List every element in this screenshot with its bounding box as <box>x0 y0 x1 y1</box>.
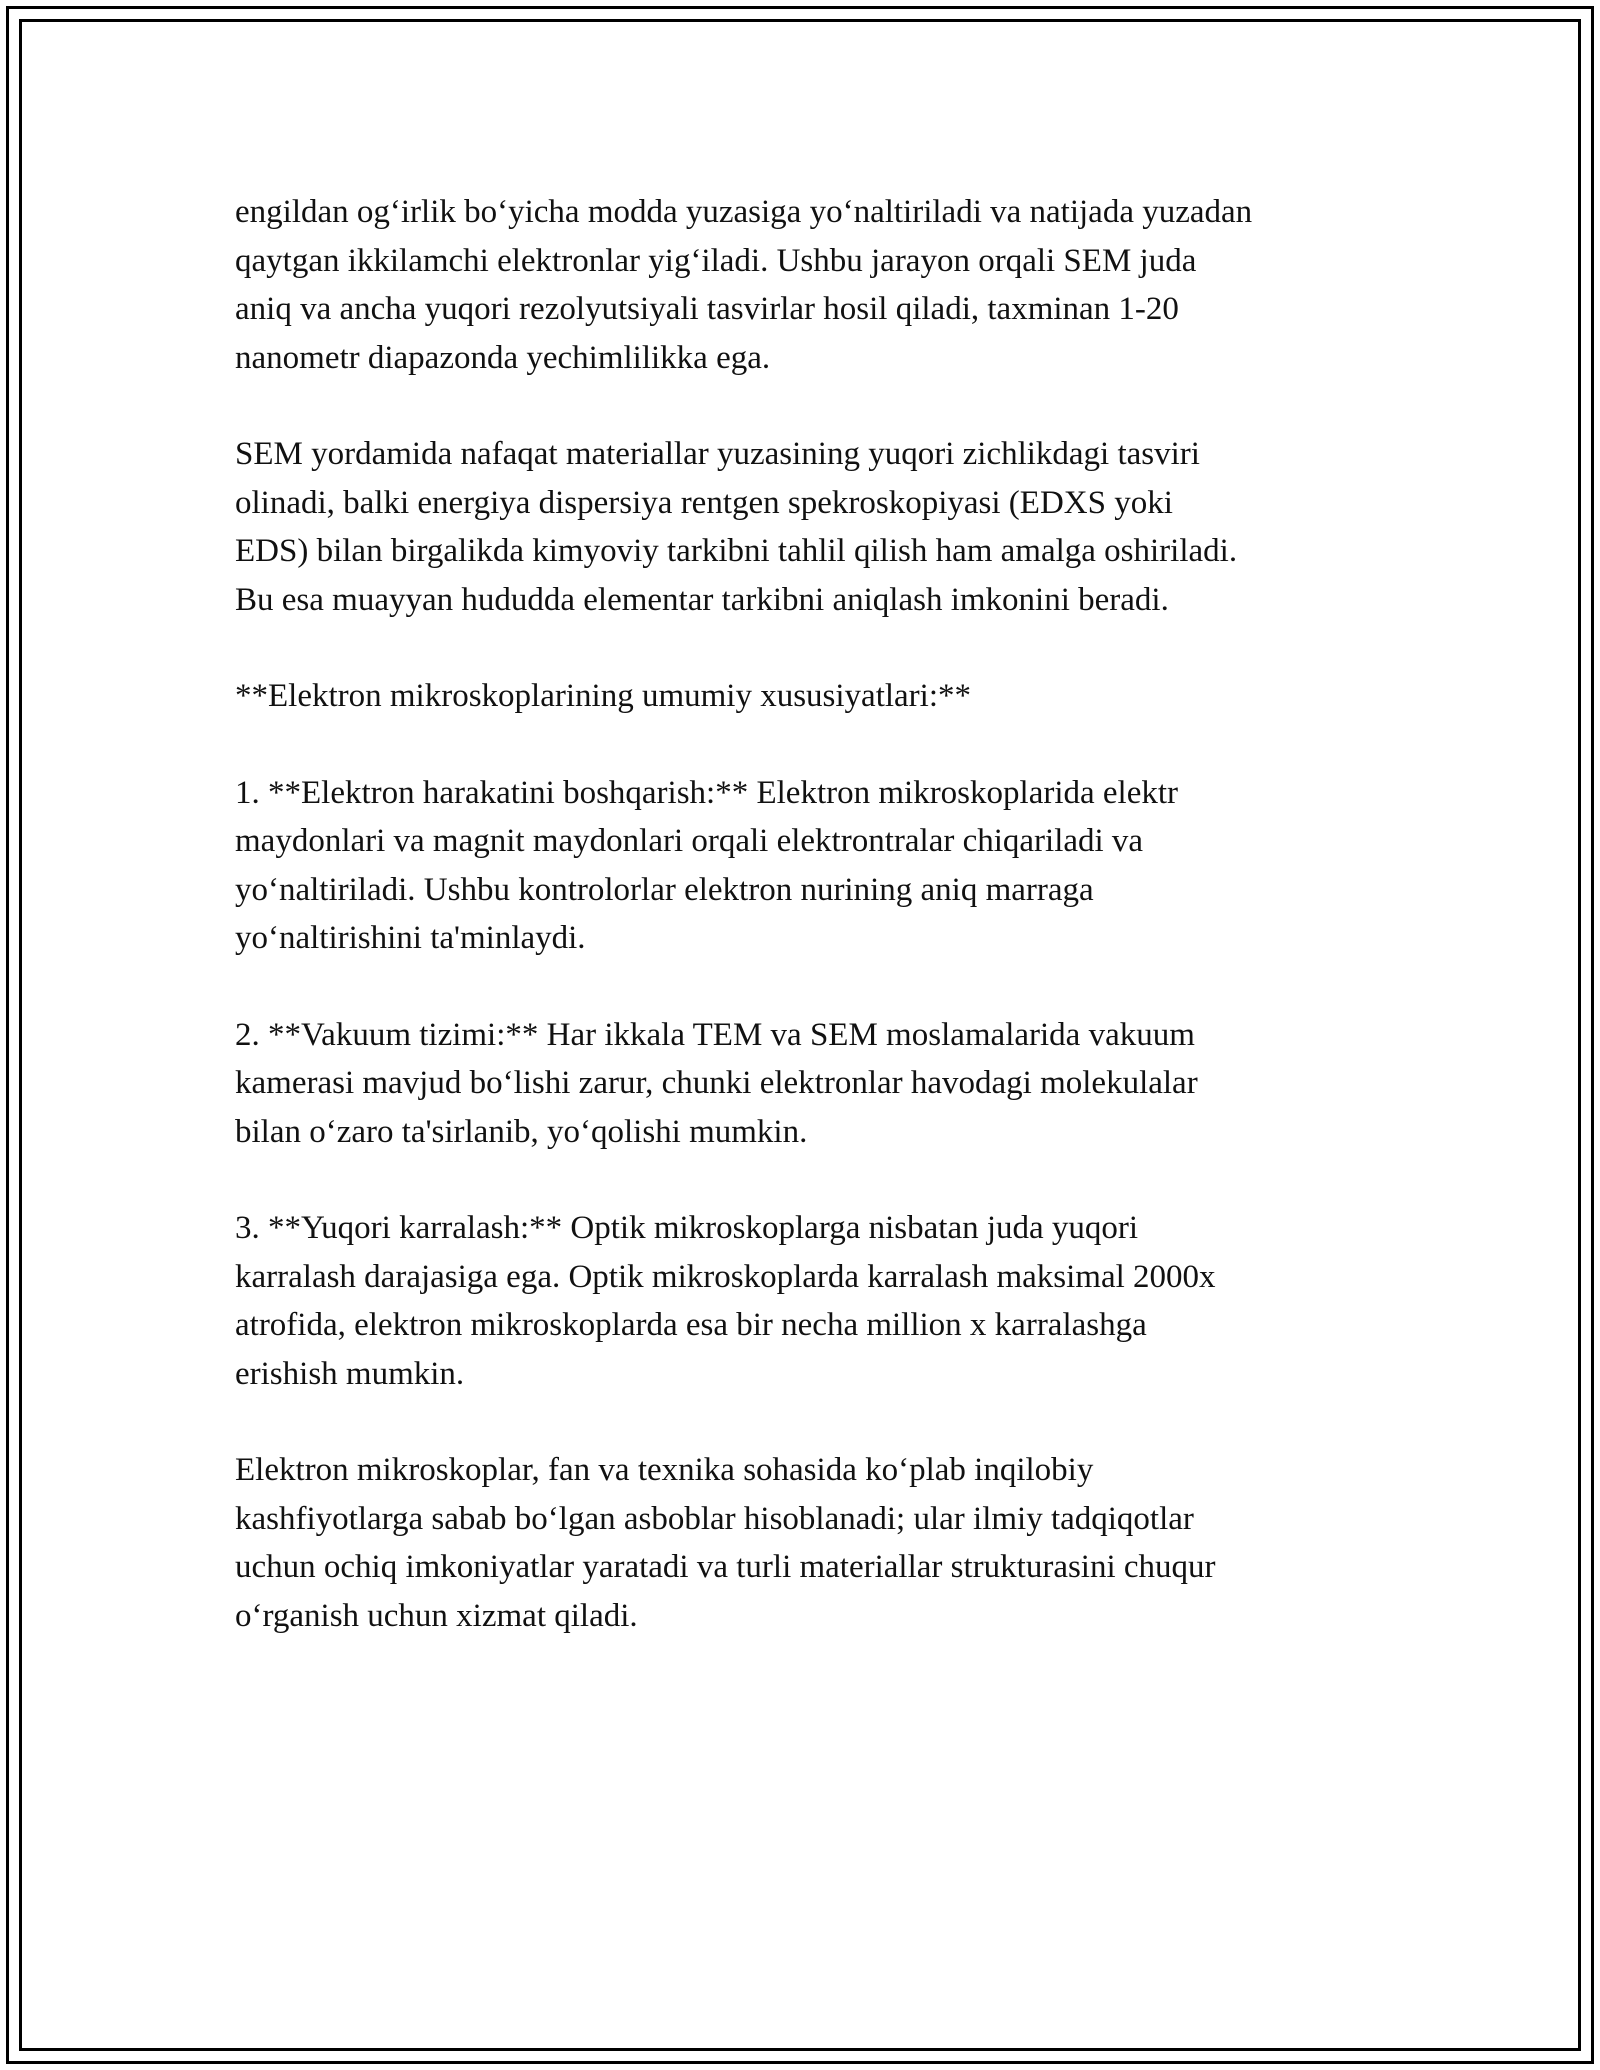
list-item-electron-control: 1. **Elektron harakatini boshqarish:** Elektron mikroskoplarida elektr maydonlari va magnit maydonlari orqali elektrontralar chiqariladi va yo‘naltiriladi. Ushbu kontrolorlar elektron nurining aniq marraga yo‘naltirishini ta'minlaydi. <box>235 774 1179 956</box>
list-item-high-magnification: 3. **Yuqori karralash:** Optik mikroskoplarga nisbatan juda yuqori karralash darajasiga ega. Optik mikroskoplarda karralash maksimal 2000x atrofida, elektron mikroskoplarda esa bir necha million x karralashga erishish mumkin. <box>235 1210 1216 1392</box>
document-body <box>235 188 1375 1688</box>
paragraph-conclusion: Elektron mikroskoplar, fan va texnika sohasida ko‘plab inqilobiy kashfiyotlarga sabab bo‘lgan asboblar hisoblanadi; ular ilmiy tadqiqotlar uchun ochiq imkoniyatlar yaratadi va turli materiallar strukturasini chuqur o‘rganish uchun xizmat qiladi. <box>235 1452 1216 1634</box>
paragraph-sem-imaging: engildan og‘irlik bo‘yicha modda yuzasiga yo‘naltiriladi va natijada yuzadan qaytgan ikkilamchi elektronlar yig‘iladi. Ushbu jarayon orqali SEM juda aniq va ancha yuqori rezolyutsiyali tasvirlar hosil qiladi, taxminan 1-20 nanometr diapazonda yechimlilikka ega. <box>235 194 1253 376</box>
section-heading-general-features: **Elektron mikroskoplarining umumiy xususiyatlari:** <box>235 678 972 714</box>
paragraph-sem-edxs: SEM yordamida nafaqat materiallar yuzasining yuqori zichlikdagi tasviri olinadi, balki energiya dispersiya rentgen spekroskopiyasi (EDXS yoki EDS) bilan birgalikda kimyoviy tarkibni tahlil qilish ham amalga oshiriladi. Bu esa muayyan hududda elementar tarkibni aniqlash imkonini beradi. <box>235 436 1238 618</box>
list-item-vacuum-system: 2. **Vakuum tizimi:** Har ikkala TEM va SEM moslamalarida vakuum kamerasi mavjud bo‘lishi zarur, chunki elektronlar havodagi molekulalar bilan o‘zaro ta'sirlanib, yo‘qolishi mumkin. <box>235 1016 1198 1150</box>
